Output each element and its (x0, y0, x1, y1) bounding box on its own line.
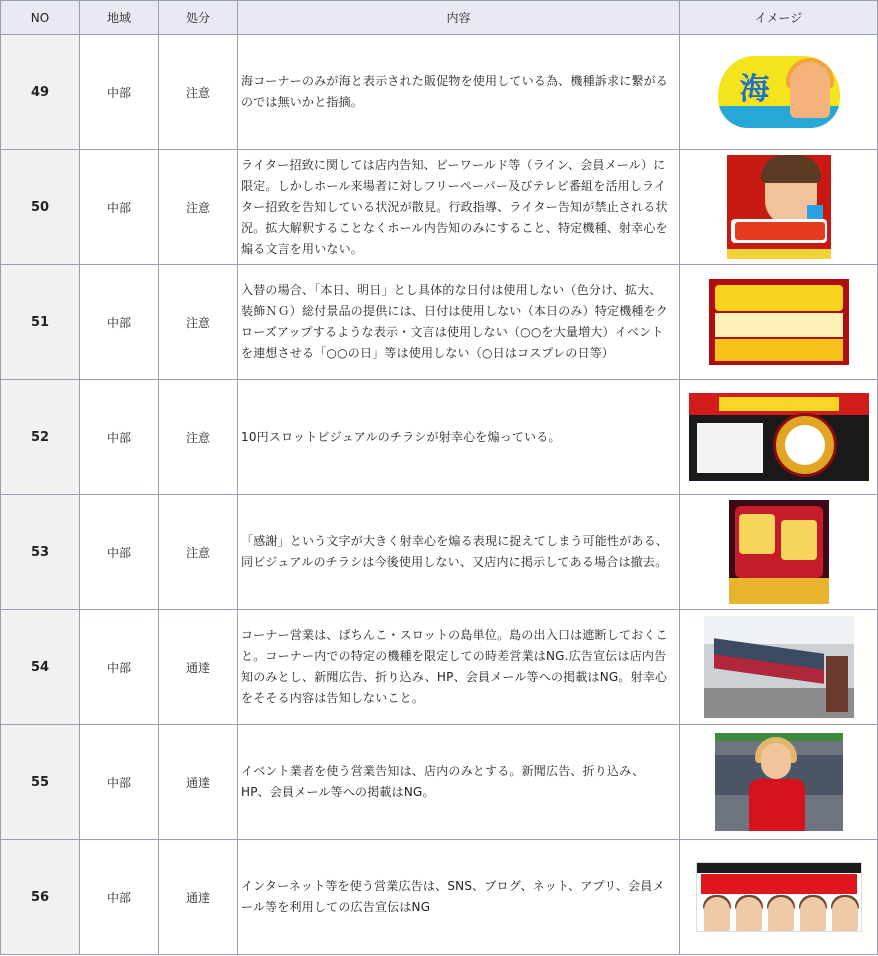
row-region: 中部 (80, 380, 159, 495)
new-machine-replacement-flyer-image[interactable] (709, 279, 849, 365)
row-action: 注意 (159, 495, 238, 610)
table-row (1, 35, 878, 150)
abema-niconico-broadcast-image[interactable] (696, 862, 862, 932)
row-content: 入替の場合、「本日、明日」とし具体的な日付は使用しない（色分け、拡大、装飾ＮＧ）総付景品の提供には、日付は使用しない（本日のみ）特定機種をクローズアップするような表示・文言は使用しない（○○を大量増大）イベントを連想させる「○○の日」等は使用しない（○日はコスプレの日等） (238, 265, 680, 380)
header-no: NO (1, 1, 80, 35)
row-region: 中部 (80, 495, 159, 610)
row-action: 注意 (159, 150, 238, 265)
row-action: 通達 (159, 610, 238, 725)
table-row (1, 725, 878, 840)
row-no: 55 (1, 725, 80, 840)
row-action: 注意 (159, 265, 238, 380)
writer-isomaru-poster-image[interactable] (727, 155, 831, 259)
row-region: 中部 (80, 610, 159, 725)
row-content: イベント業者を使う営業告知は、店内のみとする。新聞広告、折り込み、HP、会員メール等への掲載はNG。 (238, 725, 680, 840)
header-image: イメージ (680, 1, 878, 35)
row-content: コーナー営業は、ぱちんこ・スロットの島単位。島の出入口は遮断しておくこと。コーナー内での特定の機種を限定しての時差営業はNG.広告宣伝は店内告知のみとし、新聞広告、折り込み、HP、会員メール等への掲載はNG。射幸心をそそる内容は告知しないこと。 (238, 610, 680, 725)
10-yen-slot-flyer-image[interactable] (689, 393, 869, 481)
event-companion-image[interactable] (715, 733, 843, 831)
row-region: 中部 (80, 265, 159, 380)
table-row (1, 265, 878, 380)
row-no: 51 (1, 265, 80, 380)
row-region: 中部 (80, 725, 159, 840)
table-row (1, 610, 878, 725)
row-no: 49 (1, 35, 80, 150)
kansha-flyer-image[interactable] (729, 500, 829, 604)
pachinko-hall-corner-image[interactable] (704, 616, 854, 718)
header-action: 処分 (159, 1, 238, 35)
row-content: インターネット等を使う営業広告は、SNS、ブログ、ネット、アプリ、会員メール等を利用しての広告宣伝はNG (238, 840, 680, 955)
header-content: 内容 (238, 1, 680, 35)
row-action: 通達 (159, 725, 238, 840)
row-content: 海コーナーのみが海と表示された販促物を使用している為、機種訴求に繋がるのでは無いかと指摘。 (238, 35, 680, 150)
header-region: 地域 (80, 1, 159, 35)
row-action: 注意 (159, 35, 238, 150)
table-row (1, 840, 878, 955)
row-region: 中部 (80, 840, 159, 955)
row-action: 通達 (159, 840, 238, 955)
row-region: 中部 (80, 150, 159, 265)
row-no: 54 (1, 610, 80, 725)
table-header-row (1, 1, 878, 35)
row-no: 53 (1, 495, 80, 610)
row-region: 中部 (80, 35, 159, 150)
table-row (1, 380, 878, 495)
row-action: 注意 (159, 380, 238, 495)
table-row (1, 150, 878, 265)
row-content: ライター招致に関しては店内告知、ピーワールド等（ライン、会員メール）に限定。しかしホール来場者に対しフリーペーパー及びテレビ番組を活用しライター招致を告知している状況が散見。行政指導、ライター告知が禁止される状況。拡大解釈することなくホール内告知のみにすること、特定機種、射幸心を煽る文言を用いない。 (238, 150, 680, 265)
row-no: 56 (1, 840, 80, 955)
row-no: 52 (1, 380, 80, 495)
row-content: 「感謝」という文字が大きく射幸心を煽る表現に捉えてしまう可能性がある、同ビジュアルのチラシは今後使用しない、又店内に掲示してある場合は撤去。 (238, 495, 680, 610)
row-content: 10円スロットビジュアルのチラシが射幸心を煽っている。 (238, 380, 680, 495)
table-row (1, 495, 878, 610)
umi-corner-flyer-image[interactable]: 海 (718, 56, 840, 128)
row-no: 50 (1, 150, 80, 265)
